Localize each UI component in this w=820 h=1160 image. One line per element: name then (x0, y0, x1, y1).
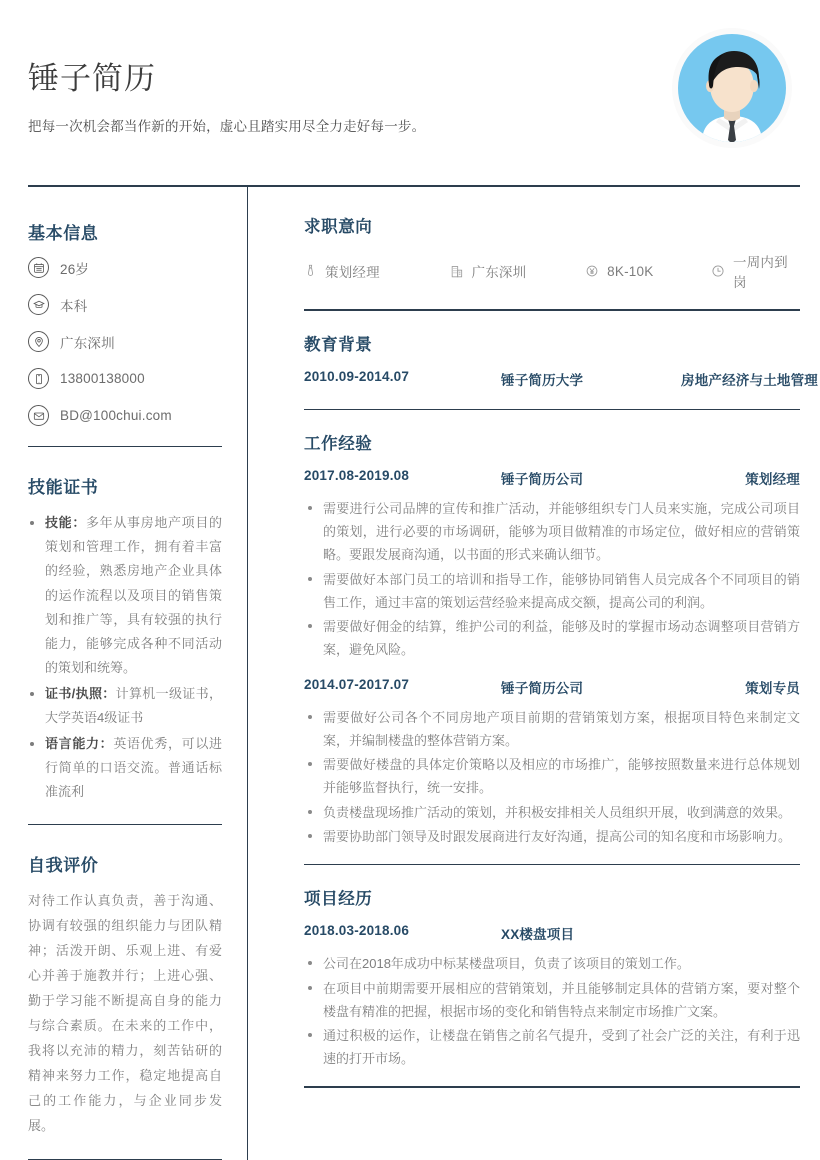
list-item (28, 257, 222, 278)
skill-label: 证书/执照： (45, 685, 116, 701)
project-entry-header (304, 923, 800, 943)
avatar (672, 28, 792, 148)
work-bullets (304, 706, 800, 848)
work-date: 2017.08-2019.08 (304, 468, 410, 484)
section-self-evaluation (28, 851, 222, 1139)
location-pin-icon (28, 331, 49, 352)
intent-position (304, 261, 450, 281)
intent-availability (711, 251, 800, 291)
header-slogan: 把每一次机会都当作新的开始，虚心且踏实用尽全力走好每一步。 (28, 119, 426, 135)
project-date: 2018.03-2018.06 (304, 923, 410, 939)
self-evaluation-text: 对待工作认真负责，善于沟通、协调有较强的组织能力与团队精神；活泼开朗、乐观上进、有爱心并善于施教并行；上进心强、勤于学习能不断提高自身的能力与综合素质。在未来的工作中，我将以充沛的精力，刻苦钻研的精神来努力工作，稳定地提高自己的工作能力，与企业同步发展。 (28, 893, 222, 1133)
list-item: 负责楼盘现场推广活动的策划，并积极安排相关人员组织开展，收到满意的效果。 (304, 801, 800, 824)
phone-icon (28, 368, 49, 389)
skills-list (28, 511, 222, 804)
section-title-basic-info: 基本信息 (28, 224, 99, 243)
list-item: 在项目中前期需要开展相应的营销策划，并且能够制定具体的营销方案，要对整个楼盘有精准的把握，根据市场的变化和销售特点来制定市场推广文案。 (304, 977, 800, 1023)
basic-info-list (28, 257, 222, 426)
list-item (28, 405, 222, 426)
basic-info-value: 13800138000 (60, 371, 145, 386)
education-date: 2010.09-2014.07 (304, 368, 410, 384)
list-item: 需要做好本部门员工的培训和指导工作，能够协同销售人员完成各个不同项目的销售工作，通过丰富的策划运营经验来提高成交额，提高公司的利润。 (304, 568, 800, 614)
list-item (28, 732, 222, 804)
work-role: 策划专员 (745, 681, 800, 697)
intent-salary-text: 8K-10K (607, 263, 654, 279)
intent-location-text: 广东深圳 (471, 265, 527, 280)
job-intent-row (304, 251, 800, 291)
clock-icon (711, 264, 725, 278)
basic-info-value: 26岁 (60, 261, 90, 277)
list-item: 公司在2018年成功中标某楼盘项目，负责了该项目的策划工作。 (304, 952, 800, 975)
work-bullets (304, 497, 800, 661)
work-company: 锤子简历公司 (501, 681, 584, 697)
section-divider (304, 309, 800, 311)
building-icon (450, 264, 464, 279)
work-date: 2014.07-2017.07 (304, 677, 410, 693)
section-divider (304, 1086, 800, 1088)
project-bullets (304, 952, 800, 1070)
header-divider (28, 185, 800, 187)
graduation-cap-icon (28, 294, 49, 315)
education-entry (304, 368, 818, 389)
list-item: 需要进行公司品牌的宣传和推广活动，并能够组织专门人员来实施，完成公司项目的策划，进行必要的市场调研，能够为项目做精准的市场定位，做好相应的营销策略。要跟发展商沟通，以书面的形式来确认细节。 (304, 497, 800, 566)
section-work-experience (304, 430, 800, 848)
section-title-project-experience: 项目经历 (304, 890, 373, 909)
yen-circle-icon (585, 264, 599, 278)
basic-info-value: 本科 (60, 298, 88, 314)
list-item: 需要做好公司各个不同房地产项目前期的营销策划方案，根据项目特色来制定文案，并编制楼盘的整体营销方案。 (304, 706, 800, 752)
list-item: 需要做好佣金的结算，维护公司的利益，能够及时的掌握市场动态调整项目营销方案，避免风险。 (304, 615, 800, 661)
list-item (28, 682, 222, 730)
section-title-job-intent: 求职意向 (304, 218, 373, 236)
necktie-icon (304, 264, 317, 279)
section-title-work-experience: 工作经验 (304, 435, 373, 454)
skill-text: 计算机一级证书，大学英语4级证书 (45, 685, 222, 725)
section-title-skills: 技能证书 (28, 478, 99, 498)
basic-info-value: 广东深圳 (60, 335, 115, 351)
list-item (28, 294, 222, 315)
main-content (247, 185, 820, 1108)
education-major: 房地产经济与土地管理 (681, 372, 818, 388)
intent-availability-text: 一周内到岗 (733, 255, 788, 290)
section-divider (304, 864, 800, 866)
section-title-education: 教育背景 (304, 335, 373, 354)
work-entry-header (304, 677, 800, 697)
column-divider (247, 186, 248, 1160)
page-title: 锤子简历 (28, 61, 156, 96)
list-item (28, 368, 222, 389)
intent-position-text: 策划经理 (325, 265, 380, 280)
section-education (304, 331, 818, 389)
list-item (28, 331, 222, 352)
list-item (28, 511, 222, 679)
skill-label: 技能： (45, 515, 86, 531)
intent-location (450, 261, 586, 281)
resume-header (0, 0, 820, 185)
work-company: 锤子简历公司 (501, 472, 584, 488)
sidebar-divider (28, 446, 222, 447)
section-skills (28, 473, 222, 804)
work-entry-header (304, 468, 800, 488)
skill-text: 英语优秀，可以进行简单的口语交流。普通话标准流利 (45, 735, 222, 799)
skill-text: 多年从事房地产项目的策划和管理工作，拥有着丰富的经验，熟悉房地产企业具体的运作流程以及项目的销售策划和推广等，具有较强的执行能力，能够完成各种不同活动的策划和统筹。 (45, 515, 222, 675)
intent-salary (585, 264, 711, 279)
work-entry (304, 468, 800, 661)
avatar-illustration (678, 34, 786, 142)
list-item: 需要协助部门领导及时跟发展商进行友好沟通，提高公司的知名度和市场影响力。 (304, 825, 800, 848)
work-entry (304, 677, 800, 848)
skill-label: 语言能力： (45, 735, 114, 751)
calendar-icon (28, 257, 49, 278)
sidebar (0, 185, 247, 1160)
section-basic-info (28, 219, 222, 426)
resume-body (0, 185, 820, 1160)
project-entry (304, 923, 800, 1070)
section-divider (304, 409, 800, 411)
male-avatar-icon (678, 34, 786, 142)
list-item: 通过积极的运作，让楼盘在销售之前名气提升，受到了社会广泛的关注，有利于迅速的打开市场。 (304, 1024, 800, 1070)
envelope-icon (28, 405, 49, 426)
section-job-intent (304, 213, 800, 291)
education-school: 锤子简历大学 (501, 372, 584, 388)
list-item: 需要做好楼盘的具体定价策略以及相应的市场推广，能够按照数量来进行总体规划并能够监督执行，统一安排。 (304, 753, 800, 799)
project-name: XX楼盘项目 (501, 927, 575, 943)
section-project-experience (304, 885, 800, 1070)
sidebar-divider (28, 824, 222, 825)
section-title-self-evaluation: 自我评价 (28, 856, 99, 876)
basic-info-value: BD@100chui.com (60, 408, 172, 423)
work-role: 策划经理 (745, 472, 800, 488)
